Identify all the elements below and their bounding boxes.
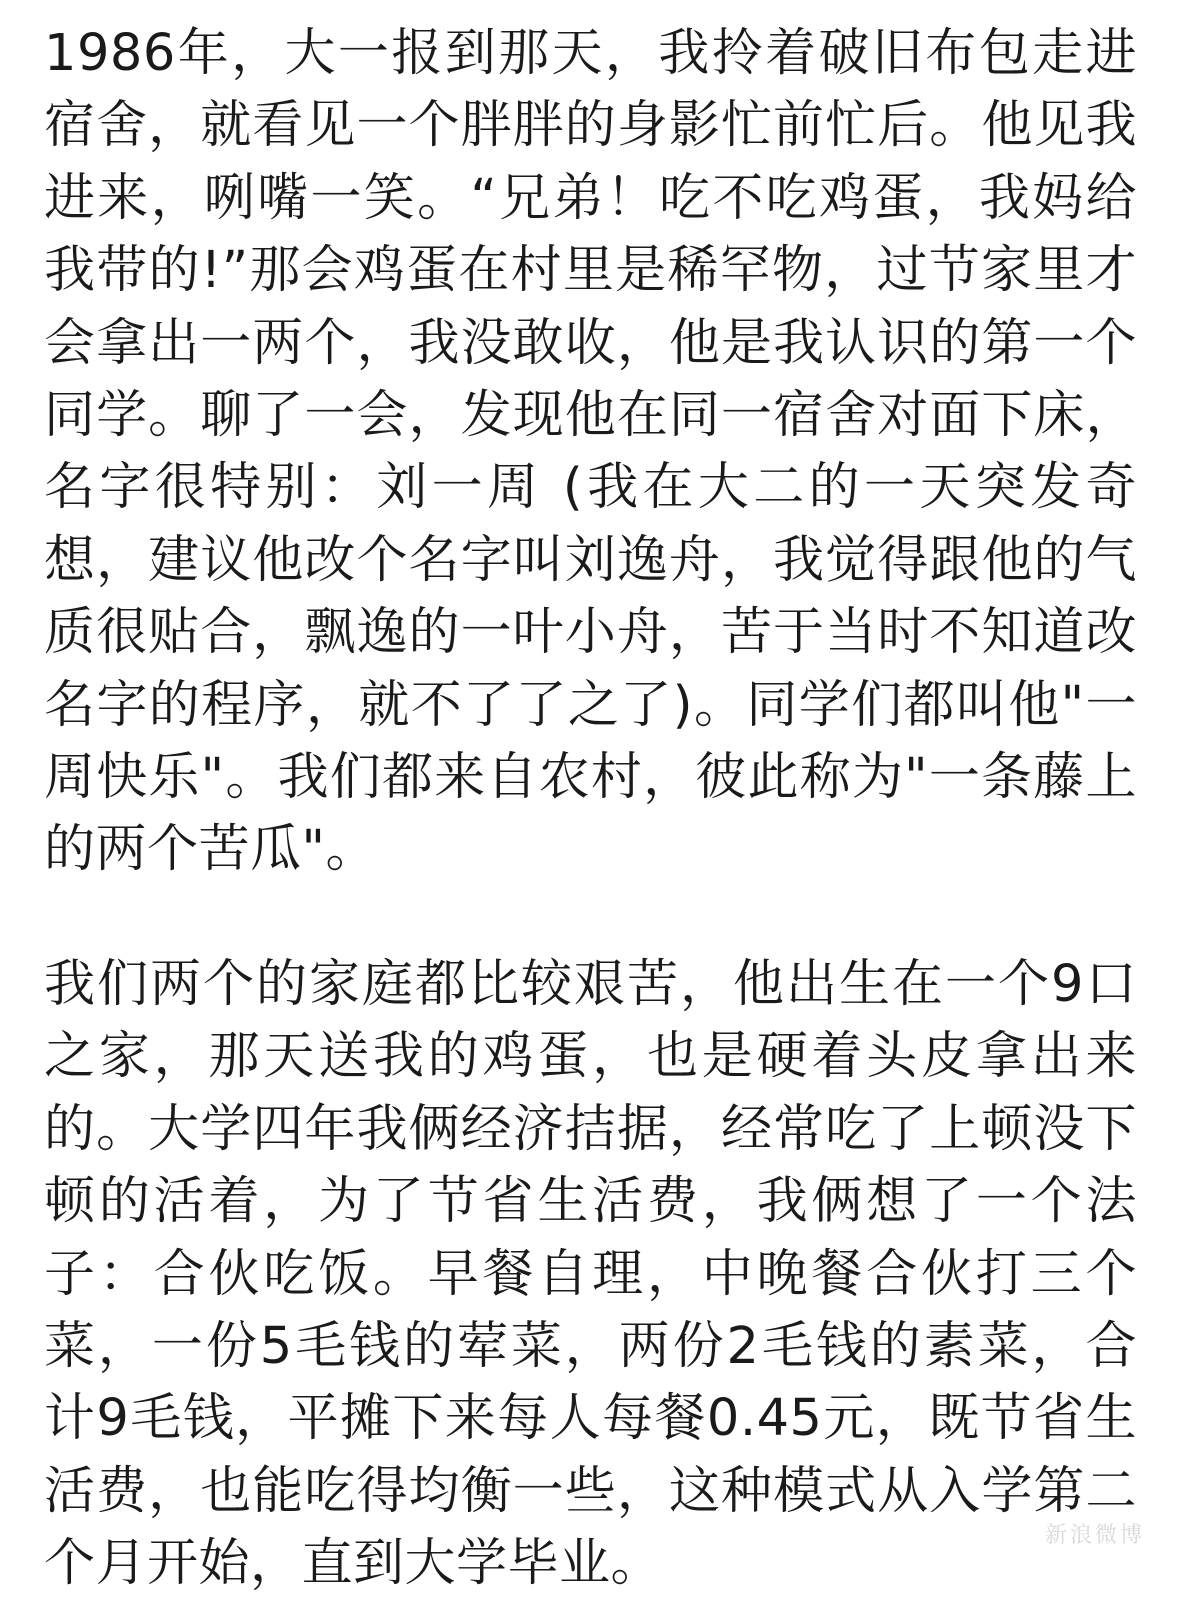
- article-body: [44, 18, 1137, 1601]
- paragraph-1: 1986年，大一报到那天，我拎着破旧布包走进宿舍，就看见一个胖胖的身影忙前忙后。他见我进来，咧嘴一笑。“兄弟！吃不吃鸡蛋，我妈给我带的!”那会鸡蛋在村里是稀罕物，过节家里才会拿出一两个，我没敢收，他是我认识的第一个同学。聊了一会，发现他在同一宿舍对面下床，名字很特别：刘一周 (我在大二的一天突发奇想，建议他改个名字叫刘逸舟，我觉得跟他的气质很贴合，飘逸的一叶小舟，苦于当时不知道改名字的程序，就不了了之了)。同学们都叫他"一周快乐"。我们都来自农村，彼此称为"一条藤上的两个苦瓜"。: [44, 24, 1137, 880]
- paragraph-2: 我们两个的家庭都比较艰苦，他出生在一个9口之家，那天送我的鸡蛋，也是硬着头皮拿出来的。大学四年我俩经济拮据，经常吃了上顿没下顿的活着，为了节省生活费，我俩想了一个法子：合伙吃饭。早餐自理，中晚餐合伙打三个菜，一份5毛钱的荤菜，两份2毛钱的素菜，合计9毛钱，平摊下来每人每餐0.45元，既节省生活费，也能吃得均衡一些，这种模式从入学第二个月开始，直到大学毕业。: [44, 954, 1137, 1594]
- watermark-label: 新浪微博: [1044, 1523, 1145, 1548]
